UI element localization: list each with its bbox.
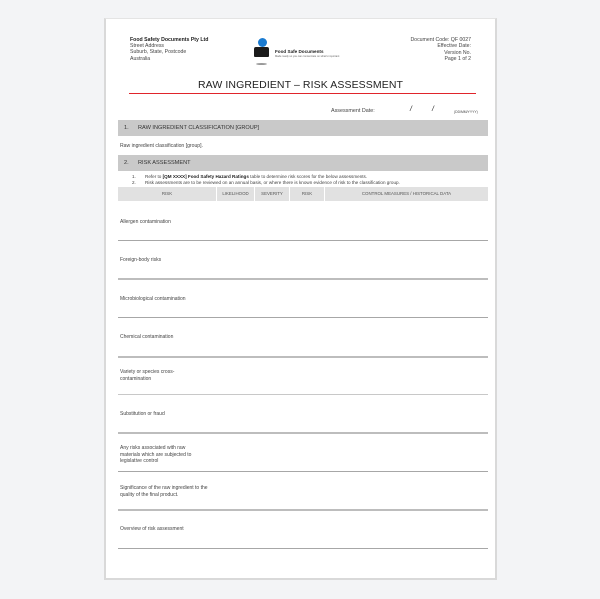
column-header-likelihood: LIKELIHOOD [217,187,255,201]
row-divider [118,278,488,280]
table-row-risk-label: Microbiological contamination [120,296,186,302]
section-2-title: RISK ASSESSMENT [138,160,191,166]
company-logo [249,38,349,78]
table-row-risk-label: Variety or species cross-contamination [120,369,175,382]
date-separator-2[interactable]: / [432,106,434,113]
table-row-risk-label: Any risks associated with raw materials which are subjected to legislative control [120,445,192,465]
logo-brand-name: Food Safe Documents [275,49,324,54]
logo-person-head-icon [258,38,267,47]
section-1-number: 1. [124,125,129,131]
instruction-item: 1. Refer to [QM XXXX] Food Safety Hazard Ratings table to determine risk scores for the below assessments. [132,174,368,179]
document-code: Document Code: QF 0027 [410,37,471,43]
section-1-header [118,120,488,136]
logo-tagline: Made ready so you can concentrate on what's important [275,55,340,58]
document-page [104,18,497,580]
row-divider [118,548,488,549]
section-2-header [118,155,488,171]
row-divider [118,356,488,358]
row-divider [118,471,488,472]
row-divider [118,240,488,241]
row-divider [118,432,488,434]
logo-shadow [256,63,267,65]
table-row-risk-label: Allergen contamination [120,219,171,225]
table-row-risk-label: Foreign-body risks [120,257,162,263]
section-2-number: 2. [124,160,129,166]
column-header-risk: RISK [118,187,217,201]
company-street: Street Address [130,43,165,50]
date-separator-1[interactable]: / [410,106,412,113]
title-underline [129,93,476,94]
table-row-risk-label: Overview of risk assessment [120,526,184,532]
instruction-item: 2. Risk assessments are to be reviewed on an annual basis, or where there is known evidence of risk to the classification group. [132,180,400,185]
version-number: Version No. [444,49,471,56]
column-header-severity: SEVERITY [255,187,290,201]
company-suburb: Suburb, State, Postcode [130,49,187,56]
table-row-risk-label: Chemical contamination [120,334,174,340]
table-row-risk-label: Substitution or fraud [120,411,165,417]
document-title: RAW INGREDIENT – RISK ASSESSMENT [197,79,404,91]
section-1-content[interactable]: Raw ingredient classification [group]. [120,143,203,149]
page-number: Page 1 of 2 [444,55,471,62]
logo-book-icon [254,47,269,57]
table-row-risk-label: Significance of the raw ingredient to the quality of the final product. [120,485,208,498]
section-1-title: RAW INGREDIENT CLASSIFICATION [GROUP] [138,125,260,131]
effective-date: Effective Date: [437,43,471,50]
company-name: Food Safety Documents Pty Ltd [130,37,209,43]
company-country: Australia [130,55,151,62]
row-divider [118,317,488,318]
column-header-risk-score: RISK [290,187,325,201]
row-divider [118,509,488,511]
column-header-control-measures: CONTROL MEASURES / HISTORICAL DATA [361,191,452,196]
date-format-hint: (DD/MM/YYYY) [454,110,478,114]
assessment-date-label: Assessment Date: [331,108,375,114]
risk-table-header [118,187,488,201]
hazard-ratings-reference: [QM XXXX] Food Safety Hazard Ratings [162,174,249,179]
row-divider [118,394,488,395]
document-info [410,37,471,62]
company-address [130,37,208,62]
